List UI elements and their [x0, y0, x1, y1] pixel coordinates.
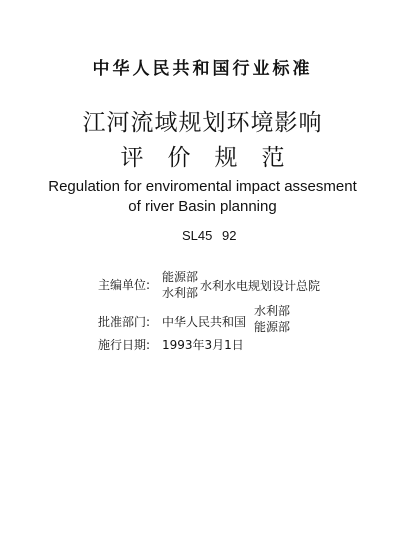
approver-label: 批准部门: [98, 315, 151, 329]
editor-org-water: 水利部 [162, 286, 199, 300]
standard-code: SL45 92 [182, 228, 237, 243]
title-chinese-line-2: 评价规范 [120, 145, 309, 171]
approver-org-energy: 能源部 [254, 320, 291, 334]
title-english-line-1: Regulation for enviromental impact assesment [48, 178, 357, 195]
editor-label: 主编单位: [98, 278, 151, 292]
approver-org-water: 水利部 [254, 304, 291, 318]
approver-prefix: 中华人民共和国 [162, 315, 247, 329]
title-english-line-2: of river Basin planning [128, 198, 277, 215]
standard-type-header: 中华人民共和国行业标准 [92, 59, 313, 79]
editor-org-energy: 能源部 [162, 270, 199, 284]
editor-institute: 水利水电规划设计总院 [200, 279, 321, 293]
effective-date-value: 1993年3月1日 [162, 338, 244, 352]
title-chinese-line-1: 江河流域规划环境影响 [82, 110, 323, 136]
effective-date-label: 施行日期: [98, 338, 151, 352]
